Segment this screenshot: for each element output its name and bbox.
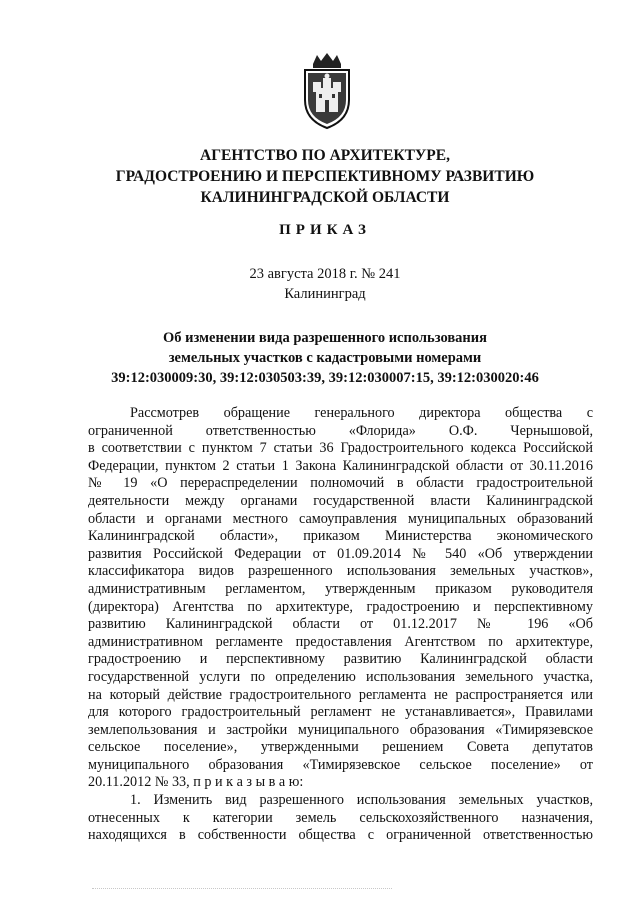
- order-subject: [80, 328, 570, 388]
- body-line: (директора) Агентства по архитектуре, градостроению и перспективному: [88, 598, 593, 615]
- body-line: сельское поселение», утвержденными решением Совета депутатов: [88, 739, 593, 756]
- order-date-number: 23 августа 2018 г. № 241: [249, 266, 401, 282]
- body-line: 1. Изменить вид разрешенного использования земельных участков,: [130, 792, 593, 809]
- body-line: в соответствии с пунктом 7 статьи 36 Градостроительного кодекса Российской: [88, 440, 593, 457]
- body-line: муниципального образования «Тимирязевское сельское поселение» от: [88, 756, 593, 773]
- subject-line-3: 39:12:030009:30, 39:12:030503:39, 39:12:030007:15, 39:12:030020:46: [111, 370, 539, 386]
- body-line: области и органами местного самоуправления муниципальных образований: [88, 510, 593, 527]
- body-line: 20.11.2012 № 33, п р и к а з ы в а ю:: [88, 774, 304, 791]
- order-date-block: [80, 264, 570, 304]
- body-line: административным регламентом, утвержденным приказом руководителя: [88, 580, 593, 597]
- body-line: развития Российской Федерации от 01.09.2014 № 540 «Об утверждении: [88, 545, 593, 562]
- body-line: № 19 «О перераспределении полномочий в области градостроительной: [88, 475, 593, 492]
- body-line: находящихся в собственности общества с ограниченной ответственностью: [88, 827, 593, 844]
- body-line: деятельности между органами государственной власти Калининградской: [88, 492, 593, 509]
- body-line: Рассмотрев обращение генерального директора общества с: [130, 405, 593, 421]
- footer-divider: [92, 888, 392, 893]
- body-line: классификатора видов разрешенного использования земельных участков»,: [88, 563, 593, 580]
- agency-header: [80, 145, 570, 208]
- body-line: отнесенных к категории земель сельскохозяйственного назначения,: [88, 809, 593, 826]
- order-title: ПРИКАЗ: [279, 222, 371, 238]
- body-line: градостроению и перспективному развитию Калининградской области: [88, 651, 593, 668]
- body-line: развитию Калининградской области от 01.12.2017 № 196 «Об: [88, 616, 593, 633]
- body-line: для которого градостроительный регламент не устанавливается», Правилами: [88, 704, 593, 721]
- order-body: [88, 405, 593, 845]
- agency-line-1: АГЕНТСТВО ПО АРХИТЕКТУРЕ,: [200, 147, 450, 164]
- body-line: землепользования и застройки муниципального образования «Тимирязевское: [88, 721, 593, 738]
- body-line: ограниченной ответственностью «Флорида» О.Ф. Чернышовой,: [88, 422, 593, 439]
- body-line: на который действие градостроительного регламента не распространяется или: [88, 686, 593, 703]
- order-city: Калининград: [284, 286, 366, 302]
- subject-line-1: Об изменении вида разрешенного использования: [163, 330, 487, 346]
- body-line: Калининградской области», приказом Министерства экономического: [88, 528, 593, 545]
- body-line: государственной услуги по определению использования земельного участка,: [88, 668, 593, 685]
- body-line: Федерации, пунктом 2 статьи 1 Закона Калининградской области от 30.11.2016: [88, 457, 593, 474]
- body-line: административном регламенте предоставления Агентством по архитектуре,: [88, 633, 593, 650]
- agency-line-3: КАЛИНИНГРАДСКОЙ ОБЛАСТИ: [200, 189, 450, 206]
- subject-line-2: земельных участков с кадастровыми номерами: [168, 350, 482, 366]
- agency-line-2: ГРАДОСТРОЕНИЮ И ПЕРСПЕКТИВНОМУ РАЗВИТИЮ: [115, 168, 535, 185]
- kaliningrad-region-coat-of-arms-icon: [299, 52, 355, 130]
